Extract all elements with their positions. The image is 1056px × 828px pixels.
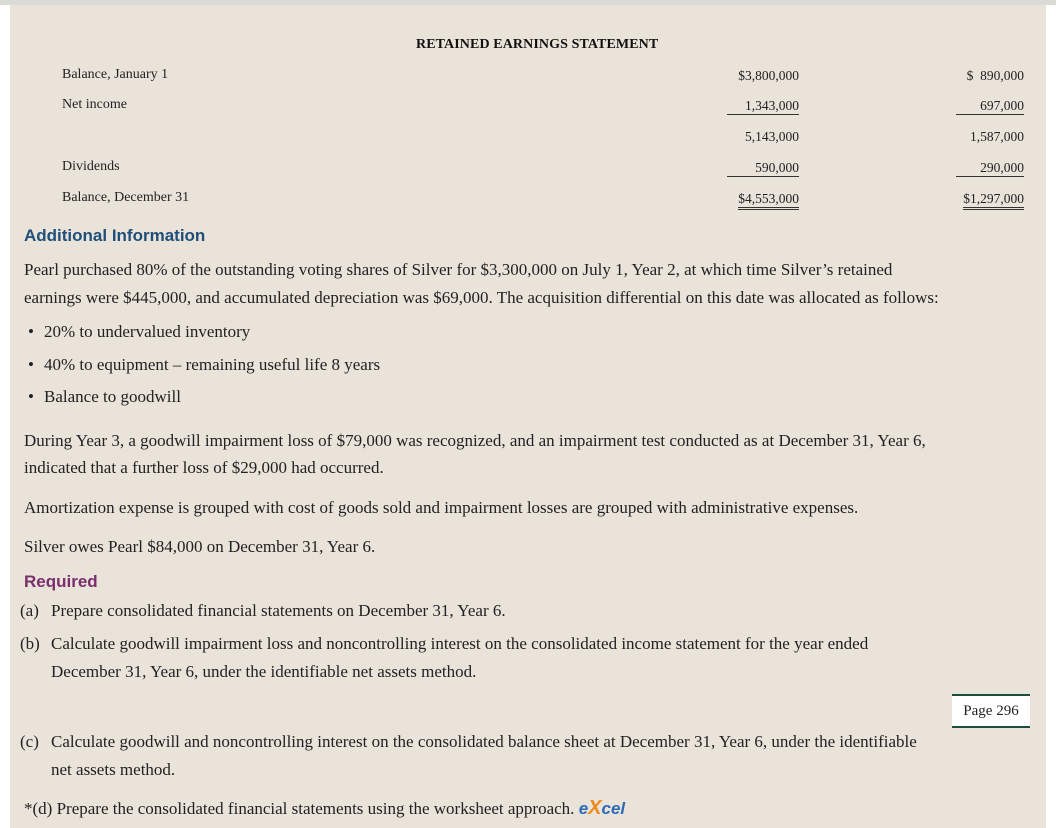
statement-col2-value: $1,297,000 — [963, 191, 1024, 210]
statement-col2-value: $ 890,000 — [966, 68, 1024, 83]
page-number-marker: Page 296 — [952, 694, 1030, 728]
excel-logo-icon[interactable]: eXcel — [578, 797, 626, 819]
amortization-text: Amortization expense is grouped with cost of goods sold and impairment losses are grouped with administrative expenses. — [24, 498, 859, 517]
list-item-text: 20% to undervalued inventory — [44, 322, 251, 341]
item-text: Prepare consolidated financial statements on December 31, Year 6. — [51, 601, 506, 620]
list-item-text: 40% to equipment – remaining useful life 8 years — [44, 355, 381, 374]
item-label: *(d) — [24, 799, 53, 818]
item-label: (b) — [20, 634, 40, 653]
item-text: Calculate goodwill and noncontrolling interest on the consolidated balance sheet at December 31, Year 6, under the identifiable — [51, 732, 917, 751]
owes-text: Silver owes Pearl $84,000 on December 31, Year 6. — [24, 537, 376, 556]
item-text-continued: net assets method. — [51, 760, 176, 779]
statement-col1-value: 5,143,000 — [745, 129, 799, 144]
statement-row-label: Balance, December 31 — [62, 190, 190, 205]
statement-row-label: Balance, January 1 — [62, 67, 169, 82]
bullet-icon: • — [28, 387, 34, 406]
bullet-icon: • — [28, 355, 34, 374]
additional-info-heading: Additional Information — [24, 226, 206, 245]
statement-col2-value: 697,000 — [956, 98, 1024, 115]
statement-col1-value: $4,553,000 — [738, 191, 799, 210]
item-text: Calculate goodwill impairment loss and noncontrolling interest on the consolidated income statement for the year ended — [51, 634, 869, 653]
item-text: Prepare the consolidated financial statements using the worksheet approach. — [56, 799, 575, 818]
list-item — [28, 322, 250, 342]
statement-row-label: Net income — [62, 97, 127, 112]
required-heading: Required — [24, 572, 98, 591]
content-panel — [10, 5, 1046, 828]
statement-col1-value: 1,343,000 — [727, 98, 799, 115]
list-item — [28, 355, 380, 375]
statement-col1-value: $3,800,000 — [738, 68, 799, 83]
list-item — [28, 387, 181, 407]
required-item-a — [20, 597, 506, 625]
intro-line: Pearl purchased 80% of the outstanding voting shares of Silver for $3,300,000 on July 1, Year 2, at which time Silver’s retained — [24, 260, 893, 279]
list-item-text: Balance to goodwill — [44, 387, 181, 406]
required-item-d — [24, 794, 625, 823]
required-item-b — [20, 630, 868, 686]
item-text-continued: December 31, Year 6, under the identifiable net assets method. — [51, 662, 477, 681]
item-label: (a) — [20, 601, 39, 620]
item-label: (c) — [20, 732, 39, 751]
required-item-c — [20, 728, 917, 784]
impairment-line: During Year 3, a goodwill impairment loss of $79,000 was recognized, and an impairment test conducted as at December 31, Year 6, — [24, 431, 926, 450]
statement-col2-value: 290,000 — [956, 160, 1024, 177]
statement-col2-value: 1,587,000 — [970, 129, 1024, 144]
statement-row-label: Dividends — [62, 159, 120, 174]
bullet-icon: • — [28, 322, 34, 341]
statement-col1-value: 590,000 — [727, 160, 799, 177]
intro-line: earnings were $445,000, and accumulated depreciation was $69,000. The acquisition differential on this date was allocated as follows: — [24, 288, 939, 307]
impairment-line: indicated that a further loss of $29,000 had occurred. — [24, 458, 384, 477]
statement-title: RETAINED EARNINGS STATEMENT — [416, 37, 659, 52]
